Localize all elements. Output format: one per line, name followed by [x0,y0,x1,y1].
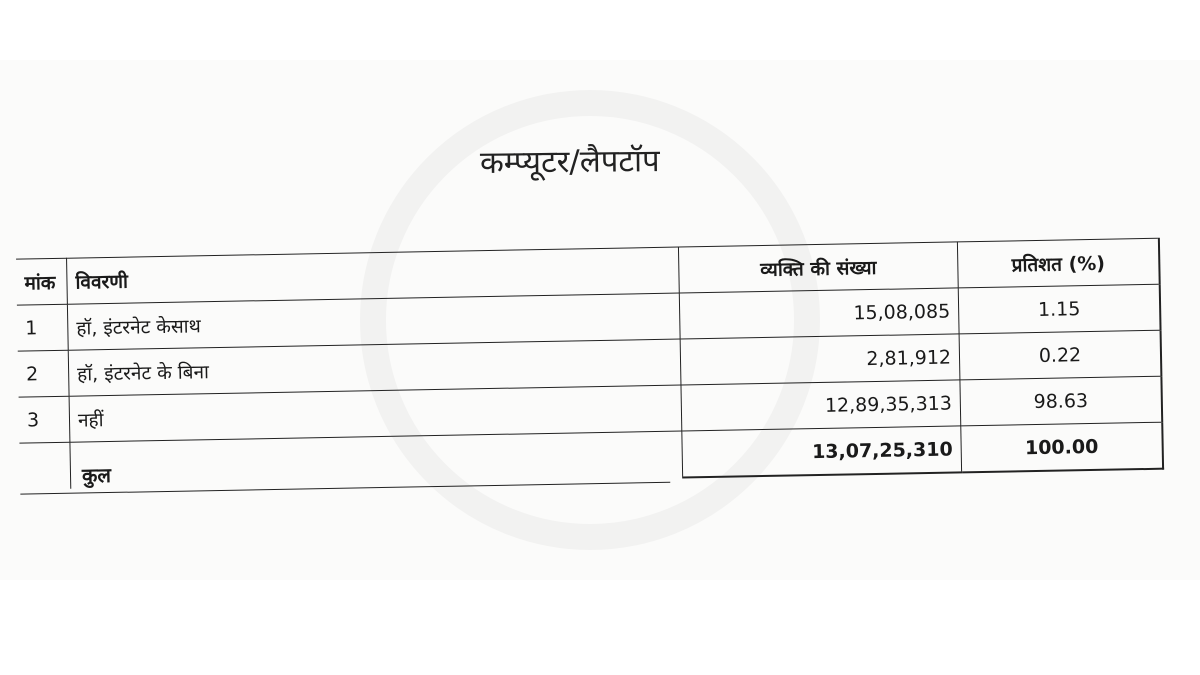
row-percent: 98.63 [960,376,1162,426]
row-description: नहीं [69,385,682,442]
header-description: विवरणी [67,247,680,304]
total-description-empty [70,431,683,489]
row-serial: 2 [18,350,69,397]
page-title: कम्प्यूटर/लैपटॉप [479,143,660,181]
statistics-table [16,238,1164,491]
total-label: कुल [81,462,112,488]
row-count: 15,08,085 [679,288,959,339]
row-count: 2,81,912 [680,334,960,385]
row-count: 12,89,35,313 [681,380,961,431]
header-count: व्यक्ति की संख्या [678,242,958,293]
row-percent: 1.15 [958,284,1160,334]
row-percent: 0.22 [959,330,1161,380]
header-percent: प्रतिशत (%) [957,238,1159,288]
total-count: 13,07,25,310 [682,426,962,478]
total-percent: 100.00 [961,422,1163,472]
row-serial: 1 [17,304,68,351]
row-description: हॉ, इंटरनेट के बिना [68,339,681,396]
row-description: हॉ, इंटरनेट केसाथ [67,293,680,350]
total-serial-empty [19,442,70,489]
header-serial: मांक [16,258,67,305]
row-serial: 3 [19,396,70,443]
